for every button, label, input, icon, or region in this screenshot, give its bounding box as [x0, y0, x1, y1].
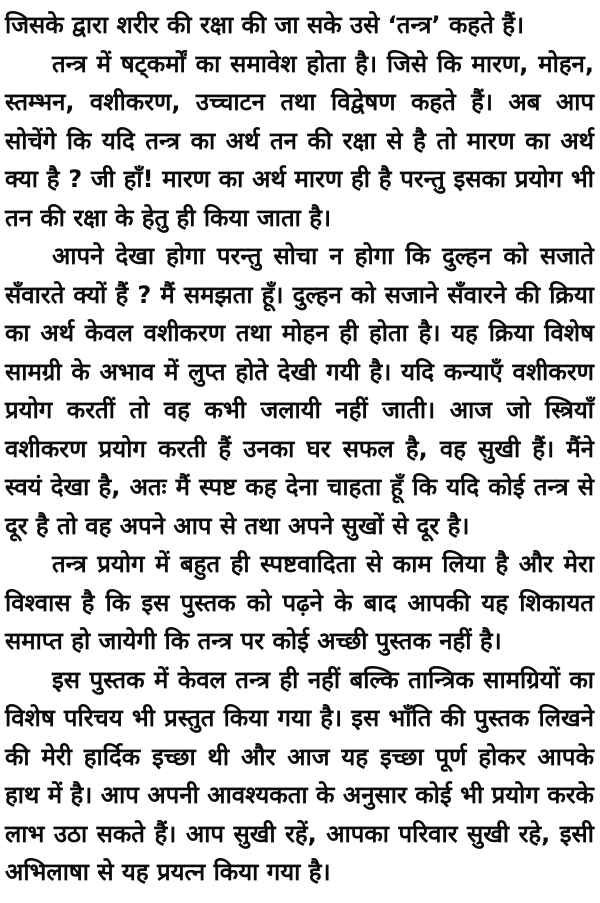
paragraph-continuation: जिसके द्वारा शरीर की रक्षा की जा सके उसे ‘तन्त्र’ कहते हैं। [5, 11, 525, 39]
paragraph-pustak-parichay: इस पुस्तक में केवल तन्त्र ही नहीं बल्कि तान्त्रिक सामग्रियों का विशेष परिचय भी प्रस्तुत किया गया है। इस भाँति की पुस्तक लिखने की मेरी हार्दिक इच्छा थी और आज यह इच्छा पूर्ण होकर आपके हाथ में है। आप अपनी आवश्यकता के अनुसार कोई भी प्रयोग करके लाभ उठा सकते हैं। आप सुखी रहें, आपका परिवार सुखी रहे, इसी अभिलाषा से यह प्रयत्न किया गया है। [5, 665, 594, 886]
paragraph-spashtavadita: तन्त्र प्रयोग में बहुत ही स्पष्टवादिता से काम लिया है और मेरा विश्वास है कि इस पुस्तक को पढ़ने के बाद आपकी यह शिकायत समाप्त हो जायेगी कि तन्त्र पर कोई अच्छी पुस्तक नहीं है। [5, 550, 594, 655]
paragraph-shatkarma: तन्त्र में षट्कर्मों का समावेश होता है। जिसे कि मारण, मोहन, स्तम्भन, वशीकरण, उच्चाटन तथा विद्वेषण कहते हैं। अब आप सोचेंगे कि यदि तन्त्र का अर्थ तन की रक्षा से है तो मारण का अर्थ क्या है ? जी हाँ! मारण का अर्थ मारण ही है परन्तु इसका प्रयोग भी तन की रक्षा के हेतु ही किया जाता है। [5, 49, 594, 232]
paragraph-dulhan-vashikaran: आपने देखा होगा परन्तु सोचा न होगा कि दुल्हन को सजाते सँवारते क्यों हैं ? मैं समझता हूँ। दुल्हन को सजाने सँवारने की क्रिया का अर्थ केवल वशीकरण तथा मोहन ही होता है। यह क्रिया विशेष सामग्री के अभाव में लुप्त होते देखी गयी है। यदि कन्याएँ वशीकरण प्रयोग करतीं तो वह कभी जलायी नहीं जाती। आज जो स्त्रियाँ वशीकरण प्रयोग करती हैं उनका घर सफल है, वह सुखी हैं। मैंने स्वयं देखा है, अतः मैं स्पष्ट कह देना चाहता हूँ कि यदि कोई तन्त्र से दूर है तो वह अपने आप से तथा अपने सुखों से दूर है। [5, 242, 594, 540]
